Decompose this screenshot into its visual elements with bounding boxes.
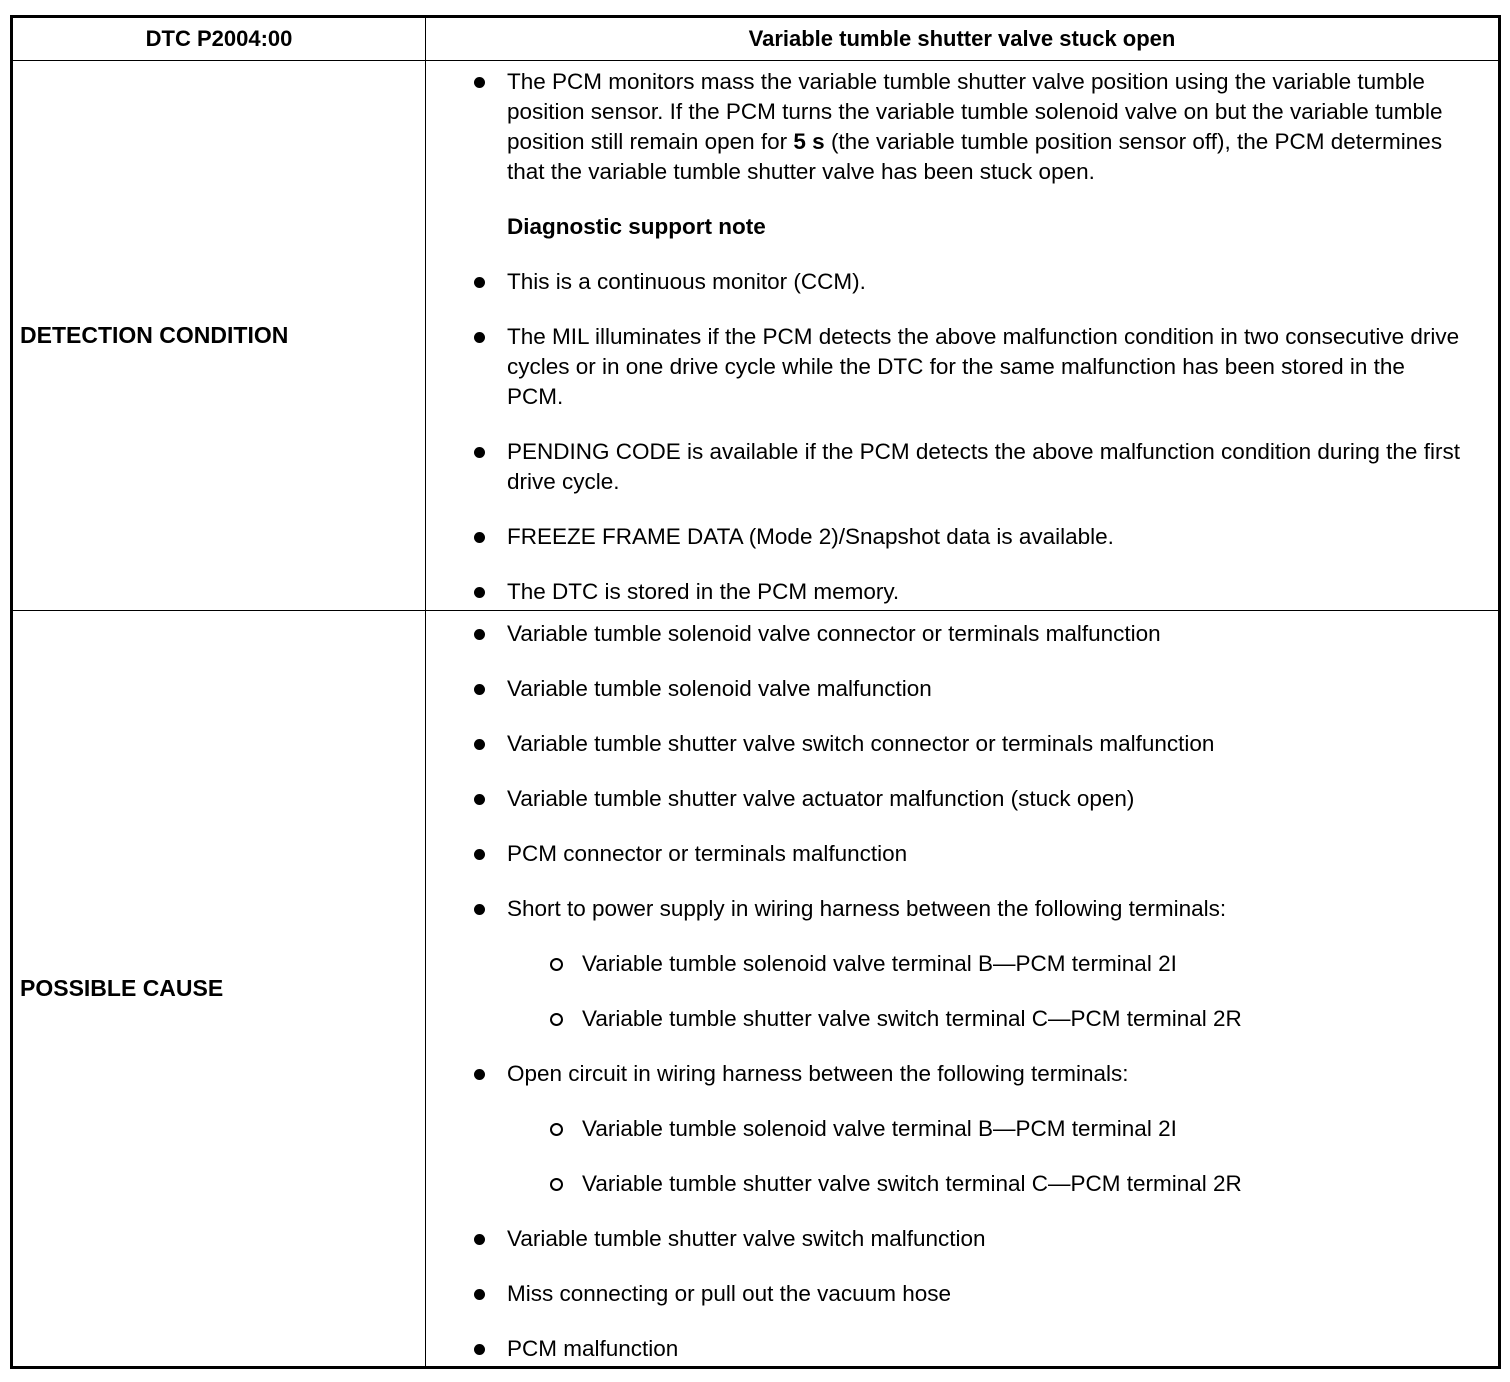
list-item-text: PCM connector or terminals malfunction [507, 841, 908, 866]
circle-bullet-icon [550, 1123, 563, 1136]
list-item-text: Variable tumble solenoid valve malfunction [507, 676, 932, 701]
list-item [426, 577, 1498, 607]
list-item-text: PENDING CODE is available if the PCM detects the above malfunction condition during the first drive cycle. [507, 439, 1460, 494]
list-item [426, 1059, 1498, 1089]
bullet-icon [474, 532, 485, 543]
list-item [426, 619, 1498, 649]
circle-bullet-icon [550, 958, 563, 971]
bullet-icon [474, 1069, 485, 1080]
sub-list-item [426, 1004, 1498, 1034]
list-item [426, 729, 1498, 759]
circle-bullet-icon [550, 1013, 563, 1026]
circle-bullet-icon [550, 1178, 563, 1191]
possible-cause-content [426, 611, 1500, 1368]
diagnostic-note-heading: Diagnostic support note [507, 214, 766, 239]
detection-condition-content [426, 61, 1500, 611]
list-item [426, 1334, 1498, 1364]
list-item [426, 67, 1498, 187]
detection-notes-list [426, 267, 1498, 607]
list-item-text: FREEZE FRAME DATA (Mode 2)/Snapshot data is available. [507, 524, 1114, 549]
possible-cause-label: POSSIBLE CAUSE [12, 611, 426, 1368]
dtc-table [10, 15, 1501, 1369]
sub-list-item-text: Variable tumble solenoid valve terminal B—PCM terminal 2I [582, 951, 1177, 976]
cause-list [426, 611, 1498, 1364]
dtc-title-header: Variable tumble shutter valve stuck open [426, 17, 1500, 61]
detection-row [12, 61, 1500, 611]
bullet-icon [474, 794, 485, 805]
list-item [426, 1279, 1498, 1309]
intro-text-2: (the variable tumble position sensor off), the PCM determines that the variable tumble shutter valve has been stuck open. [507, 129, 1443, 184]
sub-list-item [426, 1169, 1498, 1199]
list-item-text: Short to power supply in wiring harness between the following terminals: [507, 896, 1227, 921]
bullet-icon [474, 1289, 485, 1300]
sub-list-item-text: Variable tumble shutter valve switch terminal C—PCM terminal 2R [582, 1171, 1242, 1196]
list-item-text: Open circuit in wiring harness between the following terminals: [507, 1061, 1129, 1086]
list-item-text: The DTC is stored in the PCM memory. [507, 579, 900, 604]
list-item [426, 267, 1498, 297]
list-item [426, 1224, 1498, 1254]
sub-list-item-text: Variable tumble shutter valve switch terminal C—PCM terminal 2R [582, 1006, 1242, 1031]
intro-text-1: The PCM monitors mass the variable tumble shutter valve position using the variable tumble position sensor. If the PCM turns the variable tumble solenoid valve on but the variable tumble position still remain open for [507, 69, 1443, 154]
list-item-text: The MIL illuminates if the PCM detects the above malfunction condition in two consecutive drive cycles or in one drive cycle while the DTC for the same malfunction has been stored in the PCM. [507, 324, 1460, 409]
list-item [426, 437, 1498, 497]
bullet-icon [474, 739, 485, 750]
list-item [426, 674, 1498, 704]
detection-condition-label: DETECTION CONDITION [12, 61, 426, 611]
list-item-text: Variable tumble shutter valve actuator malfunction (stuck open) [507, 786, 1135, 811]
list-item [426, 522, 1498, 552]
bullet-icon [474, 629, 485, 640]
list-item [426, 784, 1498, 814]
intro-time-value: 5 s [793, 129, 825, 154]
dtc-code-header: DTC P2004:00 [12, 17, 426, 61]
list-item-text: Variable tumble solenoid valve connector or terminals malfunction [507, 621, 1161, 646]
list-item-text: Variable tumble shutter valve switch malfunction [507, 1226, 986, 1251]
bullet-icon [474, 77, 485, 88]
bullet-icon [474, 447, 485, 458]
bullet-icon [474, 332, 485, 343]
list-item [426, 894, 1498, 924]
list-item-text: Miss connecting or pull out the vacuum hose [507, 1281, 951, 1306]
list-item-text: Variable tumble shutter valve switch connector or terminals malfunction [507, 731, 1215, 756]
list-item-text: PCM malfunction [507, 1336, 679, 1361]
bullet-icon [474, 684, 485, 695]
bullet-icon [474, 587, 485, 598]
cause-row [12, 611, 1500, 1368]
list-item [426, 839, 1498, 869]
bullet-icon [474, 277, 485, 288]
sub-list-item [426, 949, 1498, 979]
sub-list-item [426, 1114, 1498, 1144]
list-item-text: This is a continuous monitor (CCM). [507, 269, 866, 294]
list-item [426, 322, 1498, 412]
bullet-icon [474, 904, 485, 915]
header-row [12, 17, 1500, 61]
sub-list-item-text: Variable tumble solenoid valve terminal B—PCM terminal 2I [582, 1116, 1177, 1141]
bullet-icon [474, 1344, 485, 1355]
bullet-icon [474, 849, 485, 860]
bullet-icon [474, 1234, 485, 1245]
detection-list [426, 61, 1498, 187]
